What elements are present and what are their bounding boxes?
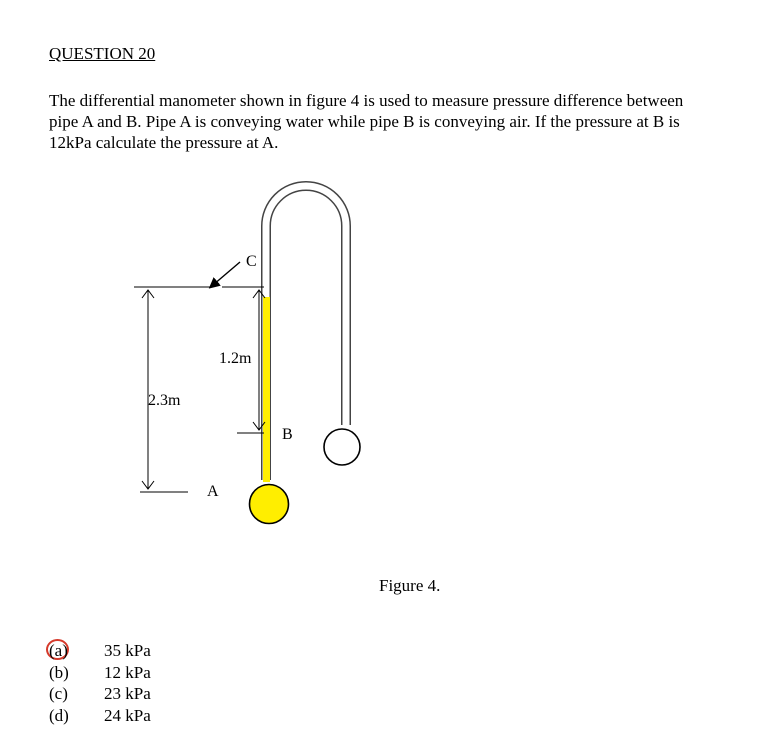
dim-right-label: 1.2m bbox=[219, 350, 252, 367]
dim-left-label: 2.3m bbox=[148, 392, 181, 409]
label-c: C bbox=[246, 253, 257, 270]
question-line: The differential manometer shown in figure 4 is used to measure pressure difference between bbox=[49, 91, 684, 110]
option-letter: (b) bbox=[49, 662, 69, 682]
question-line: pipe A and B. Pipe A is conveying water while pipe B is conveying air. If the pressure at B is bbox=[49, 112, 680, 131]
pipe-b-icon bbox=[324, 429, 360, 465]
question-title: QUESTION 20 bbox=[49, 44, 156, 63]
label-b: B bbox=[282, 426, 293, 443]
option-value: 12 kPa bbox=[104, 662, 151, 682]
option-letter: (d) bbox=[49, 705, 69, 725]
option-value: 24 kPa bbox=[104, 705, 151, 725]
question-line: 12kPa calculate the pressure at A. bbox=[49, 133, 279, 152]
liquid-column bbox=[263, 297, 270, 482]
option-value: 35 kPa bbox=[104, 641, 151, 660]
label-a: A bbox=[207, 483, 219, 500]
pipe-a-icon bbox=[250, 485, 289, 524]
option-letter: (c) bbox=[49, 684, 68, 703]
option-letter: (a) bbox=[49, 641, 68, 660]
figure-caption: Figure 4. bbox=[379, 576, 441, 595]
option-value: 23 kPa bbox=[104, 684, 151, 703]
c-arrow bbox=[213, 262, 240, 285]
